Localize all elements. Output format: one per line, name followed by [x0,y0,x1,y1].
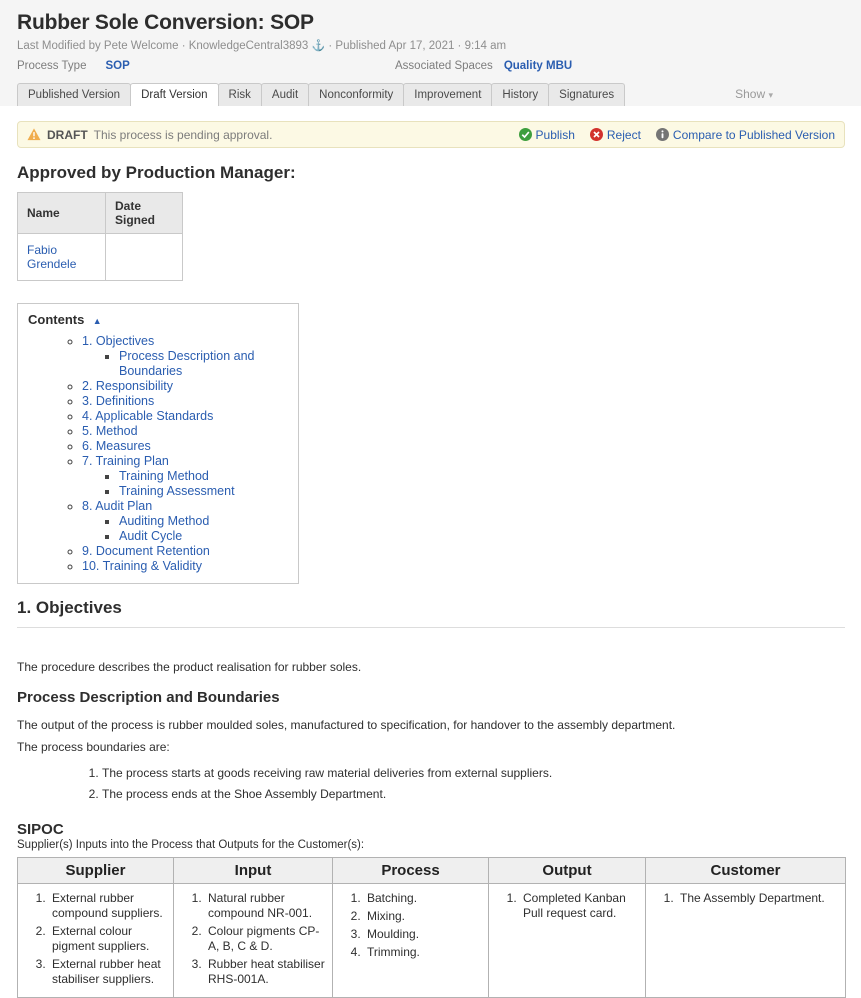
list-item: 4. Trimming. [364,945,484,960]
contents-title: Contents [28,312,85,327]
byline [17,40,844,52]
tab-history[interactable]: History [491,83,549,106]
collapse-toggle-icon[interactable]: ▲ [92,316,102,326]
list-item: 1. Batching. [364,891,484,906]
process-description-heading: Process Description and Boundaries [17,689,280,706]
sipoc-heading: SIPOC [17,821,64,838]
toc-link-auditing-method[interactable]: Auditing Method [119,514,210,528]
list-item [119,514,290,529]
page-header [0,0,861,106]
process-output-paragraph: The output of the process is rubber moulded soles, manufactured to specification, for handover to the assembly department. [17,718,676,732]
sipoc-customer-cell [646,884,846,998]
chevron-down-icon: ▾ [768,90,773,100]
table-row [18,884,846,998]
list-item [119,469,290,484]
toc-link-process-description[interactable]: Process Description and Boundaries [119,349,255,378]
tab-audit[interactable]: Audit [261,83,309,106]
tab-nonconformity[interactable]: Nonconformity [308,83,404,106]
toc-link-training-plan[interactable]: 7. Training Plan [82,454,169,468]
tab-draft-version[interactable]: Draft Version [130,83,218,106]
draft-message: This process is pending approval. [93,127,273,142]
list-item: 1. The process starts at goods receiving raw material deliveries from external suppliers. [102,767,845,780]
list-item [82,559,290,574]
toc-link-training-method[interactable]: Training Method [119,469,209,483]
approver-link[interactable]: Fabio Grendele [27,243,77,271]
publish-check-icon [519,128,532,141]
list-item: 1. Completed Kanban Pull request card. [520,891,641,921]
sipoc-col-process: Process [333,858,489,884]
sipoc-col-supplier: Supplier [18,858,174,884]
process-type-link[interactable]: SOP [105,60,130,72]
toc-link-measures[interactable]: 6. Measures [82,439,151,453]
tab-bar [17,83,844,106]
list-item: 1. The Assembly Department. [677,891,841,906]
list-item [82,334,290,379]
list-item: 1. External rubber compound suppliers. [49,891,169,921]
sipoc-subtitle: Supplier(s) Inputs into the Process that Outputs for the Customer(s): [17,839,365,851]
list-item: 3. Rubber heat stabiliser RHS-001A. [205,957,328,987]
toc-link-applicable-standards[interactable]: 4. Applicable Standards [82,409,214,423]
process-type-pair [17,60,395,72]
sipoc-col-output: Output [489,858,646,884]
section-divider [17,627,845,628]
list-item [119,529,290,544]
reject-x-icon [590,128,603,141]
sipoc-col-input: Input [174,858,333,884]
list-item: 2. Mixing. [364,909,484,924]
toc-link-audit-cycle[interactable]: Audit Cycle [119,529,183,543]
byline-modified: Last Modified by Pete Welcome · KnowledgeCentral3893 [17,40,309,52]
reject-label: Reject [606,127,641,142]
list-item: 3. Moulding. [364,927,484,942]
contents-list [28,334,290,574]
process-type-label: Process Type [17,60,87,72]
objectives-intro: The procedure describes the product realisation for rubber soles. [17,660,362,674]
toc-link-responsibility[interactable]: 2. Responsibility [82,379,174,393]
toc-link-training-validity[interactable]: 10. Training & Validity [82,559,202,573]
process-boundaries-paragraph: The process boundaries are: [17,740,170,754]
list-item: 2. External colour pigment suppliers. [49,924,169,954]
list-item [82,499,290,544]
associated-spaces-link[interactable]: Quality MBU [503,60,573,72]
toc-link-definitions[interactable]: 3. Definitions [82,394,155,408]
reject-button[interactable] [590,128,641,142]
signature-col-date: Date Signed [106,193,183,234]
boundaries-list [17,767,845,801]
list-item [82,424,290,439]
objectives-heading: 1. Objectives [17,598,122,617]
toc-link-training-assessment[interactable]: Training Assessment [119,484,235,498]
draft-badge: DRAFT [47,127,88,142]
publish-button[interactable] [519,128,575,142]
table-row [18,234,183,281]
draft-banner [17,121,845,148]
sipoc-supplier-cell [18,884,174,998]
list-item [82,439,290,454]
tab-improvement[interactable]: Improvement [403,83,492,106]
content [0,106,861,998]
list-item [82,394,290,409]
compare-button[interactable] [656,128,835,142]
list-item: 3. External rubber heat stabiliser suppliers. [49,957,169,987]
list-item [119,349,290,379]
signature-table [17,192,183,281]
list-item [82,544,290,559]
toc-link-objectives[interactable]: 1. Objectives [82,334,155,348]
date-signed-cell [106,234,183,281]
byline-published: · Published Apr 17, 2021 · 9:14 am [328,40,507,52]
warning-triangle-icon [27,128,41,141]
meta-row [17,60,844,72]
list-item [119,484,290,499]
banner-actions [519,128,835,142]
anchor-icon[interactable]: ⚓ [311,40,326,52]
info-icon [656,128,669,141]
compare-label: Compare to Published Version [672,127,835,142]
associated-spaces-label: Associated Spaces [395,60,493,72]
list-item [82,454,290,499]
sipoc-process-cell [333,884,489,998]
publish-label: Publish [535,127,575,142]
approval-heading: Approved by Production Manager: [17,163,296,182]
sipoc-col-customer: Customer [646,858,846,884]
toc-link-audit-plan[interactable]: 8. Audit Plan [82,499,153,513]
tab-risk[interactable]: Risk [218,83,262,106]
contents-box [17,303,299,584]
show-dropdown[interactable] [735,87,773,101]
draft-banner-message [27,128,272,142]
list-item: 2. Colour pigments CP-A, B, C & D. [205,924,328,954]
toc-link-document-retention[interactable]: 9. Document Retention [82,544,210,558]
sipoc-table [17,857,846,998]
list-item: 1. Natural rubber compound NR-001. [205,891,328,921]
sipoc-output-cell [489,884,646,998]
page-title: Rubber Sole Conversion: SOP [17,11,314,34]
show-label: Show [735,87,766,101]
tab-signatures[interactable]: Signatures [548,83,625,106]
signature-col-name: Name [18,193,106,234]
sipoc-input-cell [174,884,333,998]
tab-published-version[interactable]: Published Version [17,83,131,106]
toc-link-method[interactable]: 5. Method [82,424,138,438]
list-item [82,379,290,394]
associated-spaces-pair [395,60,572,72]
list-item [82,409,290,424]
list-item: 2. The process ends at the Shoe Assembly Department. [102,788,845,801]
